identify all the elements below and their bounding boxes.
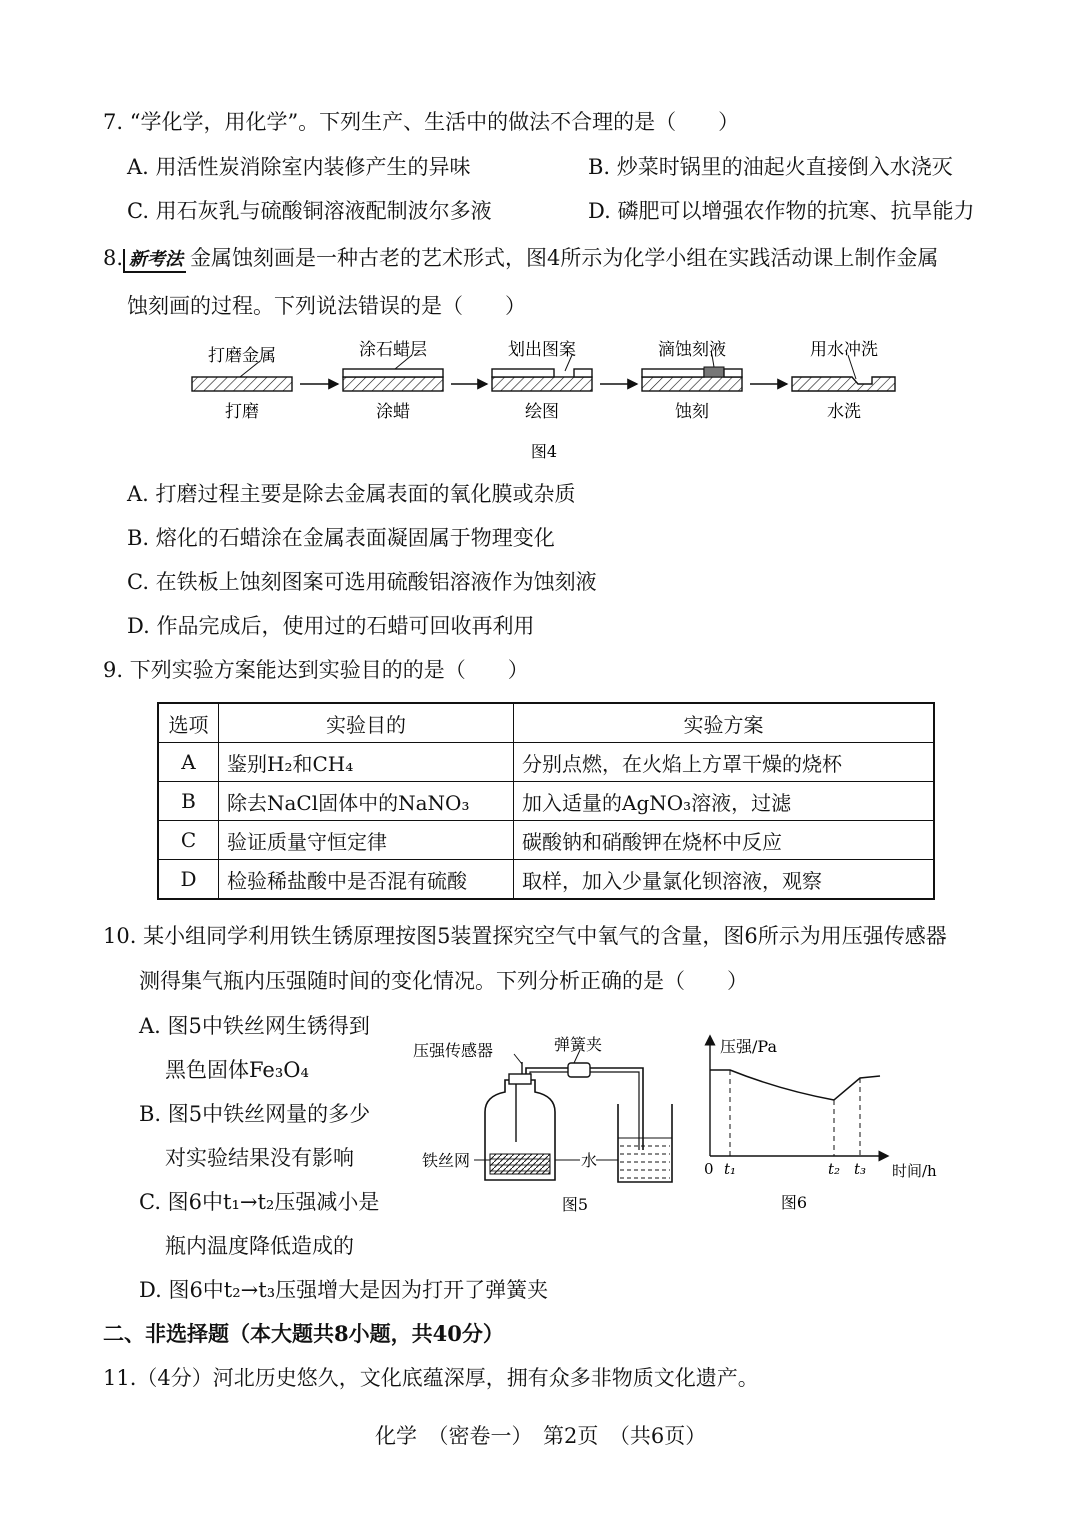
spring-clamp xyxy=(568,1063,590,1077)
row-option: A xyxy=(158,743,219,782)
new-exam-badge: 新考法 xyxy=(123,249,186,273)
q10-option-a-line2: 黑色固体Fe₃O₄ xyxy=(165,1058,309,1082)
row-plan: 取样，加入少量氯化钡溶液，观察 xyxy=(514,860,935,900)
x-axis-label: 时间/h xyxy=(892,1162,937,1180)
t3-label: t₃ xyxy=(854,1160,867,1178)
q10-option-b-line2: 对实验结果没有影响 xyxy=(165,1146,354,1170)
q8-option-a: A. 打磨过程主要是除去金属表面的氧化膜或杂质 xyxy=(127,482,576,506)
pressure-sensor-label: 压强传感器 xyxy=(413,1041,494,1060)
q10-option-b-line1: B. 图5中铁丝网量的多少 xyxy=(139,1102,371,1126)
row-goal: 鉴别H₂和CH₄ xyxy=(219,743,514,782)
origin-label: 0 xyxy=(704,1160,714,1178)
t2-label: t₂ xyxy=(828,1160,841,1178)
step-4-top-label: 滴蚀刻液 xyxy=(658,340,726,360)
y-axis-label: 压强/Pa xyxy=(720,1037,777,1056)
step-plate-rinse xyxy=(792,355,895,391)
header-goal: 实验目的 xyxy=(219,703,514,743)
q8-option-d: D. 作品完成后，使用过的石蜡可回收再利用 xyxy=(127,614,535,638)
q10-stem-line1: 10. 某小组同学利用铁生锈原理按图5装置探究空气中氧气的含量，图6所示为用压强传感器 xyxy=(103,924,947,948)
q7-stem: 7. “学化学，用化学”。下列生产、生活中的做法不合理的是（ ） xyxy=(103,110,740,134)
row-plan: 加入适量的AgNO₃溶液，过滤 xyxy=(514,782,935,821)
step-2-bottom-label: 涂蜡 xyxy=(376,402,410,422)
q7-option-d: D. 磷肥可以增强农作物的抗寒、抗旱能力 xyxy=(588,199,975,223)
header-option: 选项 xyxy=(158,703,219,743)
table-header-row xyxy=(158,703,934,743)
step-5-top-label: 用水冲洗 xyxy=(810,340,878,360)
q10-option-c-line2: 瓶内温度降低造成的 xyxy=(165,1234,354,1258)
q10-option-a-line1: A. 图5中铁丝网生锈得到 xyxy=(139,1014,370,1038)
q10-stem-line2: 测得集气瓶内压强随时间的变化情况。下列分析正确的是（ ） xyxy=(139,969,748,993)
table-row xyxy=(158,821,934,860)
q9-stem: 9. 下列实验方案能达到实验目的的是（ ） xyxy=(103,658,529,682)
figure-5-apparatus xyxy=(410,1030,690,1220)
page-footer: 化学 （密卷一） 第2页 （共6页） xyxy=(375,1424,707,1448)
step-1-top-label: 打磨金属 xyxy=(208,346,276,366)
section-2-heading: 二、非选择题（本大题共8小题，共40分） xyxy=(103,1321,504,1346)
q7-option-b: B. 炒菜时锅里的油起火直接倒入水浇灭 xyxy=(588,155,953,179)
step-plate-draw xyxy=(492,355,592,391)
water-label: 水 xyxy=(581,1151,598,1170)
t1-label: t₁ xyxy=(724,1160,737,1178)
q8-number: 8. xyxy=(103,246,124,270)
q8-option-b: B. 熔化的石蜡涂在金属表面凝固属于物理变化 xyxy=(127,526,555,550)
header-plan: 实验方案 xyxy=(514,703,935,743)
figure-6-caption: 图6 xyxy=(780,1193,808,1212)
q10-option-d: D. 图6中t₂→t₃压强增大是因为打开了弹簧夹 xyxy=(139,1278,549,1302)
q7-option-a: A. 用活性炭消除室内装修产生的异味 xyxy=(127,155,471,179)
row-goal: 除去NaCl固体中的NaNO₃ xyxy=(219,782,514,821)
row-option: C xyxy=(158,821,219,860)
figure-4-etching-process xyxy=(180,335,910,470)
q8-stem-line2: 蚀刻画的过程。下列说法错误的是（ ） xyxy=(127,294,526,318)
pressure-curve xyxy=(710,1070,880,1100)
step-2-top-label: 涂石蜡层 xyxy=(359,340,427,360)
table-row xyxy=(158,743,934,782)
q8-stem-line1 xyxy=(103,244,938,273)
figure-4-caption: 图4 xyxy=(530,442,558,461)
step-plate-etch xyxy=(642,355,742,391)
bottle-stopper xyxy=(509,1074,531,1084)
q10-option-c-line1: C. 图6中t₁→t₂压强减小是 xyxy=(139,1190,380,1214)
q8-option-c: C. 在铁板上蚀刻图案可选用硫酸铝溶液作为蚀刻液 xyxy=(127,570,597,594)
step-4-bottom-label: 蚀刻 xyxy=(675,402,709,422)
step-3-top-label: 划出图案 xyxy=(508,340,576,360)
step-1-bottom-label: 打磨 xyxy=(225,402,259,422)
step-5-bottom-label: 水洗 xyxy=(827,402,861,422)
spring-clamp-label: 弹簧夹 xyxy=(554,1035,603,1054)
figure-5-caption: 图5 xyxy=(561,1195,589,1214)
iron-mesh-label: 铁丝网 xyxy=(422,1151,471,1170)
row-plan: 碳酸钠和硝酸钾在烧杯中反应 xyxy=(514,821,935,860)
row-option: D xyxy=(158,860,219,900)
table-row xyxy=(158,782,934,821)
table-row xyxy=(158,860,934,900)
figure-6-pressure-chart xyxy=(700,1030,950,1220)
row-option: B xyxy=(158,782,219,821)
row-goal: 验证质量守恒定律 xyxy=(219,821,514,860)
q7-option-c: C. 用石灰乳与硫酸铜溶液配制波尔多液 xyxy=(127,199,492,223)
row-goal: 检验稀盐酸中是否混有硫酸 xyxy=(219,860,514,900)
step-plate-wax xyxy=(343,355,443,391)
q9-experiment-table xyxy=(157,702,935,900)
step-3-bottom-label: 绘图 xyxy=(525,402,559,422)
iron-wire-mesh xyxy=(490,1154,550,1174)
q11-stem: 11.（4分）河北历史悠久，文化底蕴深厚，拥有众多非物质文化遗产。 xyxy=(103,1366,759,1390)
q8-stem-text: 金属蚀刻画是一种古老的艺术形式，图4所示为化学小组在实践活动课上制作金属 xyxy=(190,246,939,270)
row-plan: 分别点燃，在火焰上方罩干燥的烧杯 xyxy=(514,743,935,782)
